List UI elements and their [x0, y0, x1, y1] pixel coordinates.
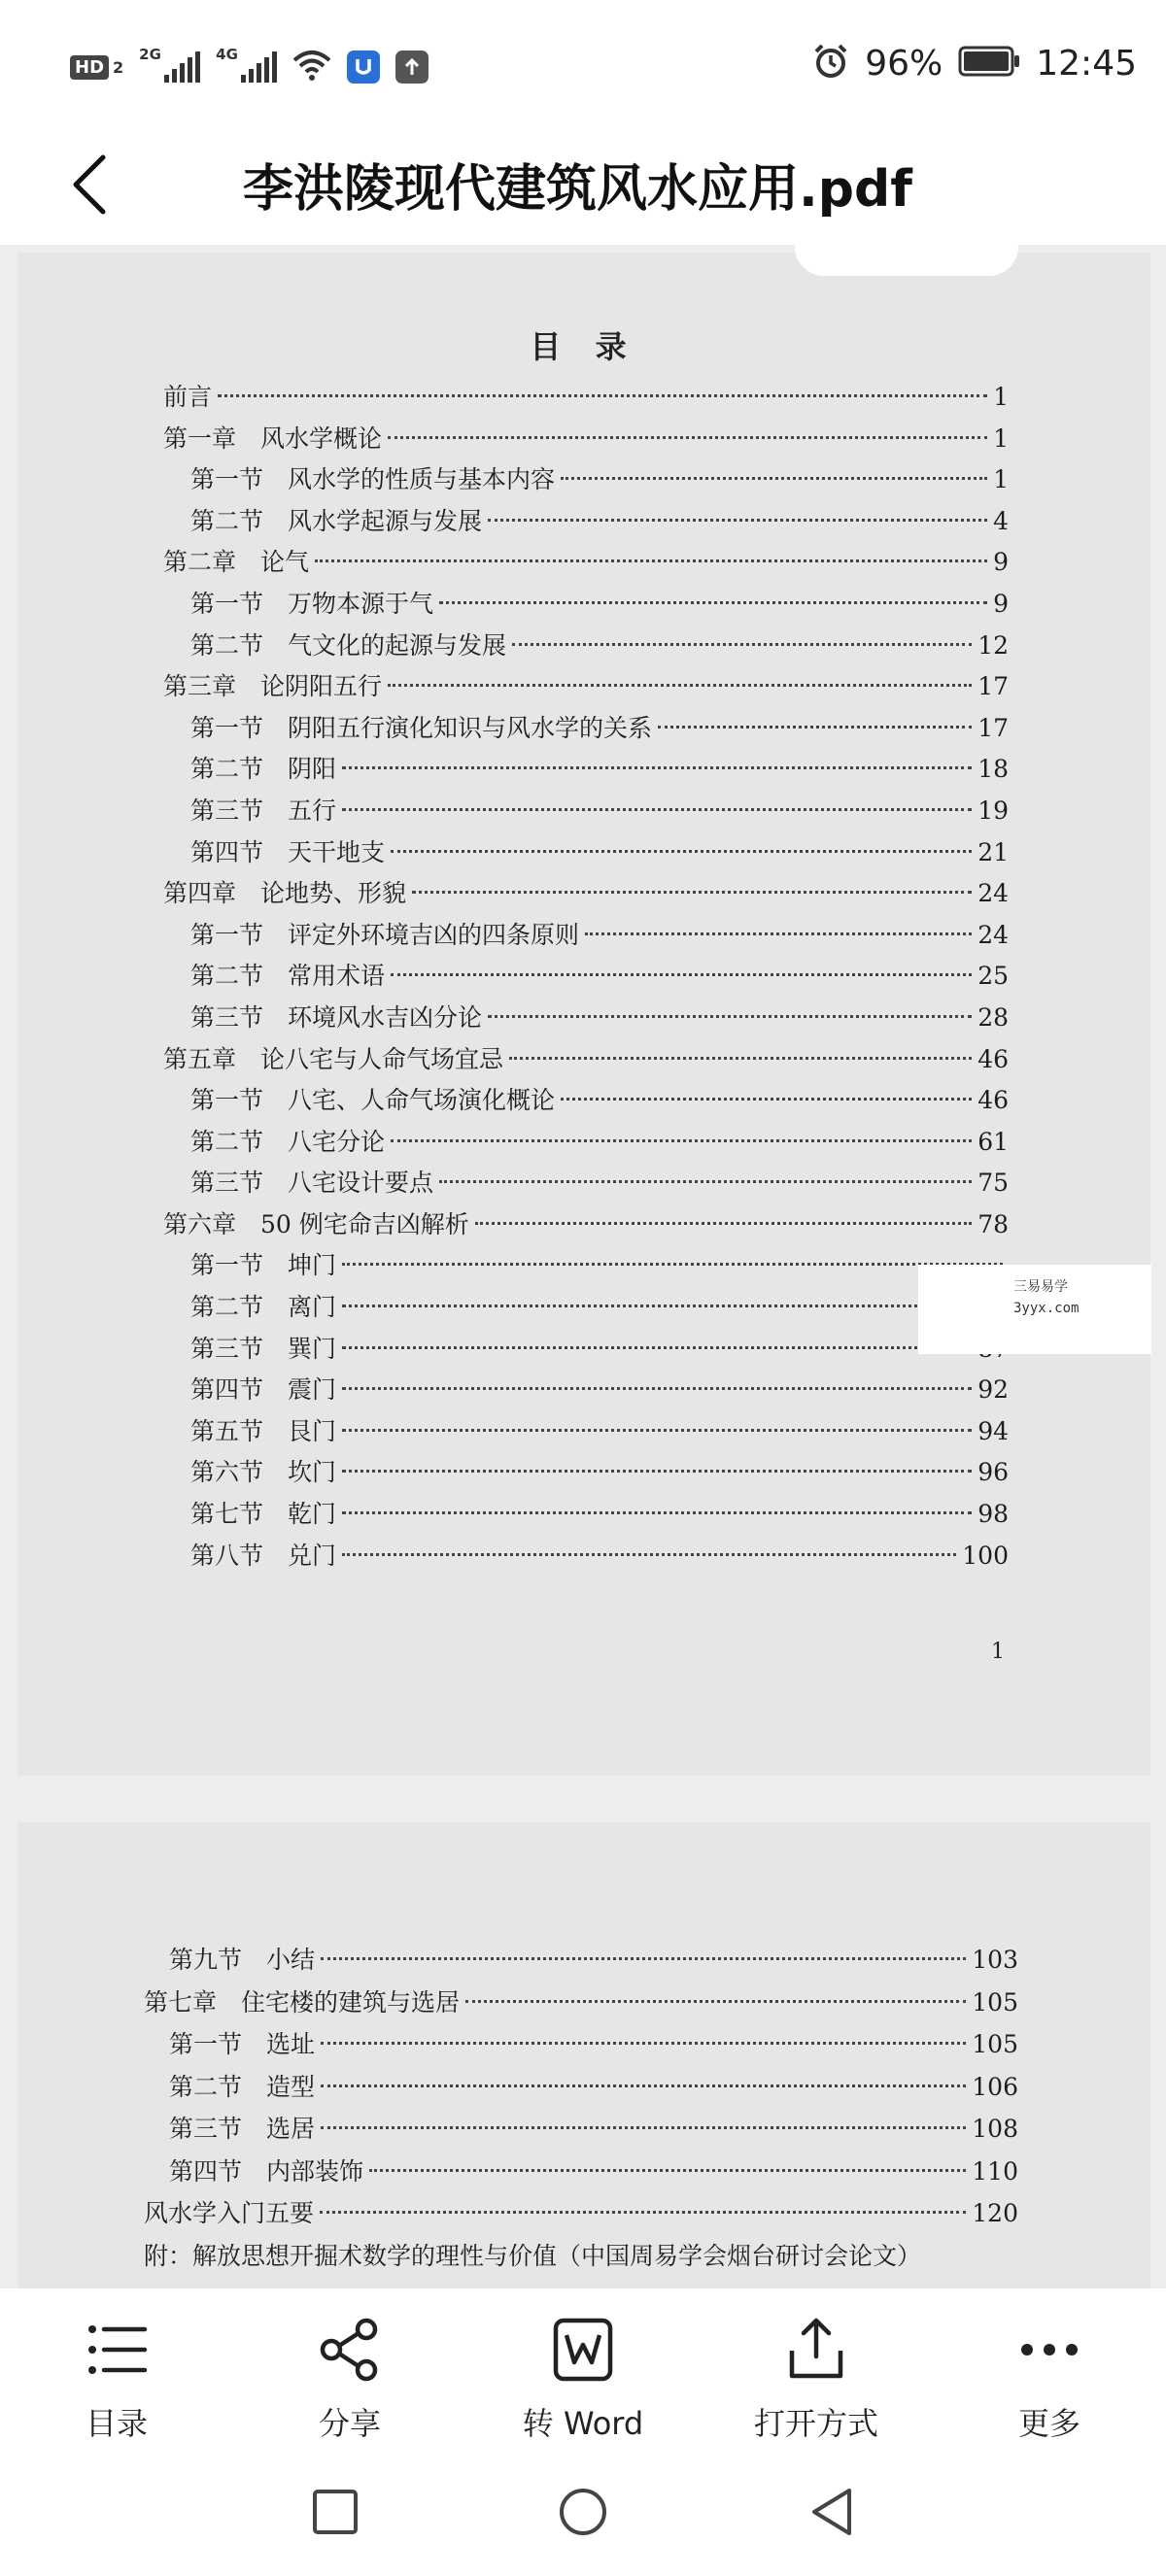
toc-entry[interactable]	[163, 956, 1009, 998]
toc-heading: 目 录	[530, 328, 638, 365]
toc-entry-label: 第二节 气文化的起源与发展	[190, 630, 507, 660]
toc-entry[interactable]	[163, 749, 1009, 791]
toc-entry-label: 第二节 风水学起源与发展	[190, 506, 483, 535]
toc-entry-label: 第二节 造型	[169, 2072, 316, 2101]
toc-entry[interactable]	[144, 2066, 1018, 2109]
pdf-viewer[interactable]	[0, 245, 1166, 2288]
back-button[interactable]	[54, 148, 124, 221]
toc-appendix[interactable]: 附：解放思想开掘术数学的理性与价值（中国周易学会烟台研讨会论文）	[144, 2241, 922, 2270]
app-notification-icon	[347, 51, 380, 84]
page-number: 1	[991, 1640, 1005, 1664]
toc-entry[interactable]	[163, 1452, 1009, 1494]
toc-entry-label: 第四节 天干地支	[190, 837, 386, 866]
circle-icon	[558, 2487, 608, 2537]
toc-entry[interactable]	[163, 1287, 1009, 1329]
toc-entry-page: 105	[972, 2030, 1018, 2058]
toc-entry-page: 21	[977, 837, 1009, 866]
convert-word-label: 转 Word	[522, 2405, 644, 2442]
toc-leader-dots	[342, 808, 972, 811]
toc-entry-page: 75	[977, 1169, 1009, 1198]
alarm-icon	[812, 43, 849, 84]
toc-entry-label: 第四节 震门	[190, 1375, 337, 1405]
toc-entry-label: 第五章 论八宅与人命气场宜忌	[163, 1044, 504, 1073]
toc-entry-page: 12	[977, 630, 1009, 660]
back-arrow-icon	[70, 153, 109, 216]
toc-leader-dots	[465, 2000, 966, 2003]
toc-leader-dots	[439, 601, 987, 604]
toc-entry[interactable]	[163, 832, 1009, 874]
toc-leader-dots	[321, 2042, 966, 2045]
toc-leader-dots	[342, 1553, 956, 1556]
system-nav-bar	[0, 2454, 1166, 2576]
toc-entry-page: 1	[993, 465, 1009, 494]
toc-entry[interactable]	[163, 915, 1009, 957]
pdf-page-2	[17, 1822, 1150, 2288]
toc-entry[interactable]	[163, 501, 1009, 543]
more-button[interactable]	[952, 2316, 1147, 2444]
toc-entry-label: 第一节 坤门	[190, 1251, 337, 1280]
document-title: 李洪陵现代建筑风水应用.pdf	[243, 160, 912, 219]
toc-leader-dots	[561, 1098, 972, 1101]
upload-notification-icon	[395, 51, 429, 84]
site-watermark	[918, 1265, 1151, 1354]
status-icons-left	[70, 46, 429, 85]
open-with-button[interactable]	[719, 2316, 913, 2444]
toc-leader-dots	[488, 519, 987, 522]
status-bar	[0, 0, 1166, 126]
toc-entry-page: 1	[993, 424, 1009, 453]
toc-entry-label: 第一节 评定外环境吉凶的四条原则	[190, 920, 580, 949]
toc-entry-page: 110	[972, 2156, 1018, 2186]
toc-entry-page: 106	[972, 2072, 1018, 2101]
toc-entry[interactable]	[144, 1982, 1018, 2024]
word-icon	[549, 2316, 617, 2384]
toc-leader-dots	[315, 559, 987, 562]
toc-leader-dots	[391, 1139, 972, 1142]
toc-entry-page: 9	[993, 589, 1009, 618]
toc-leader-dots	[388, 684, 972, 687]
toc-entry[interactable]	[163, 1204, 1009, 1246]
toc-entry[interactable]	[144, 2023, 1018, 2066]
toc-leader-dots	[488, 1015, 972, 1018]
toc-entry-label: 第二章 论气	[163, 548, 310, 577]
toc-entry[interactable]	[163, 542, 1009, 584]
toc-entry[interactable]	[163, 459, 1009, 501]
toc-entry-label: 第五节 艮门	[190, 1416, 337, 1445]
toc-leader-dots	[342, 1429, 972, 1432]
toc-entry-page: 28	[977, 1002, 1009, 1032]
toc-leader-dots	[342, 1346, 972, 1349]
toc-entry-label: 第二节 离门	[190, 1293, 337, 1322]
toc-entry[interactable]	[144, 2151, 1018, 2193]
toc-entry-label: 第四节 内部装饰	[169, 2156, 364, 2186]
toc-leader-dots	[391, 973, 972, 976]
share-button-label: 分享	[318, 2405, 381, 2442]
toc-entry-page: 61	[977, 1127, 1009, 1156]
triangle-back-icon	[808, 2487, 855, 2537]
toc-leader-dots	[509, 1057, 972, 1060]
toc-leader-dots	[439, 1180, 972, 1183]
toc-entry-label: 第三节 环境风水吉凶分论	[190, 1002, 483, 1032]
back-nav-button[interactable]	[803, 2483, 861, 2541]
toc-entry[interactable]	[163, 873, 1009, 915]
wifi-icon	[292, 49, 331, 85]
toc-entry-page: 1	[993, 383, 1009, 411]
toc-entry[interactable]	[163, 1536, 1009, 1577]
watermark-line-1: 三易易学	[1013, 1279, 1068, 1295]
open-with-label: 打开方式	[753, 2405, 878, 2442]
toc-entry-label: 前言	[163, 383, 213, 411]
toc-entry-page: 100	[962, 1541, 1009, 1570]
toc-entry[interactable]	[163, 1329, 1009, 1371]
more-icon	[1015, 2316, 1083, 2384]
toc-entry-label: 第二节 八宅分论	[190, 1127, 386, 1156]
recents-button[interactable]	[306, 2483, 364, 2541]
toc-entry-page: 46	[977, 1086, 1009, 1115]
toc-entry-label: 第三章 论阴阳五行	[163, 672, 383, 701]
more-button-label: 更多	[1017, 2405, 1080, 2442]
toc-entry-page: 9	[993, 548, 1009, 577]
toc-leader-dots	[342, 1387, 972, 1390]
toc-leader-dots	[369, 2169, 966, 2172]
home-button[interactable]	[554, 2483, 612, 2541]
toc-entry[interactable]	[163, 377, 1009, 419]
toc-leader-dots	[321, 2126, 966, 2129]
toc-entry[interactable]	[163, 1411, 1009, 1453]
toc-entry-label: 第三节 选居	[169, 2115, 316, 2143]
toc-entry[interactable]	[163, 998, 1009, 1039]
toc-entry-page: 105	[972, 1987, 1018, 2017]
toc-entry-label: 第二节 常用术语	[190, 962, 386, 991]
toc-entry[interactable]	[144, 2108, 1018, 2151]
toc-leader-dots	[218, 394, 987, 397]
toc-entry[interactable]	[144, 1939, 1018, 1982]
toc-leader-dots	[342, 1263, 1003, 1266]
toc-entry-page: 17	[977, 672, 1009, 701]
toc-entry-label: 第六章 50 例宅命吉凶解析	[163, 1209, 469, 1238]
toc-entry-label: 第三节 八宅设计要点	[190, 1169, 434, 1198]
toc-entry-label: 第九节 小结	[169, 1946, 316, 1974]
watermark-line-2: 3yyx.com	[1013, 1301, 1080, 1316]
toc-entry[interactable]	[163, 626, 1009, 667]
toc-entry[interactable]	[163, 1245, 1009, 1287]
toc-entry-label: 第一章 风水学概论	[163, 424, 383, 453]
toc-entry[interactable]	[163, 708, 1009, 750]
list-icon	[83, 2316, 151, 2384]
battery-icon	[958, 46, 1020, 81]
toc-entry-label: 第一节 阴阳五行演化知识与风水学的关系	[190, 713, 653, 742]
toc-entry[interactable]	[163, 1163, 1009, 1204]
toc-list-page-1	[163, 377, 1009, 1576]
toc-entry-page: 94	[977, 1416, 1009, 1445]
toc-entry-page: 18	[977, 755, 1009, 784]
hd-voice-icon	[70, 55, 123, 80]
status-icons-right	[812, 43, 1137, 84]
toc-list-page-2	[144, 1939, 1018, 2277]
toc-leader-dots	[342, 766, 972, 769]
toc-leader-dots	[320, 2211, 966, 2214]
toc-leader-dots	[342, 1305, 972, 1307]
toc-entry-label: 第一节 万物本源于气	[190, 589, 434, 618]
toc-entry-page: 46	[977, 1044, 1009, 1073]
signal-2g-label: 2G	[139, 46, 161, 63]
toc-entry-page: 25	[977, 962, 1009, 991]
toc-entry-label: 第六节 坎门	[190, 1458, 337, 1487]
toc-leader-dots	[512, 643, 972, 646]
bottom-toolbar	[0, 2288, 1166, 2454]
toc-entry-page: 108	[972, 2115, 1018, 2143]
clock: 12:45	[1036, 43, 1137, 84]
toc-entry-label: 第一节 八宅、人命气场演化概论	[190, 1086, 556, 1115]
toc-entry-page: 96	[977, 1458, 1009, 1487]
toc-button-label: 目录	[85, 2405, 148, 2442]
toc-entry[interactable]	[163, 419, 1009, 460]
toc-entry-page: 103	[972, 1946, 1018, 1974]
toc-entry-label: 第七节 乾门	[190, 1500, 337, 1529]
toc-entry[interactable]	[163, 1370, 1009, 1411]
toc-entry-page: 78	[977, 1209, 1009, 1238]
toc-entry-label: 风水学入门五要	[144, 2199, 315, 2227]
convert-word-button[interactable]	[486, 2316, 680, 2444]
toc-entry[interactable]	[163, 791, 1009, 832]
toc-entry-page: 98	[977, 1500, 1009, 1529]
toc-entry[interactable]	[163, 1494, 1009, 1536]
toc-entry-page: 19	[977, 796, 1009, 825]
open-with-icon	[782, 2316, 850, 2384]
toc-entry-page: 92	[977, 1375, 1009, 1405]
hd-sub: 2	[113, 57, 124, 77]
toc-leader-dots	[561, 477, 987, 480]
toc-leader-dots	[321, 2085, 966, 2087]
hd-label: HD	[70, 55, 109, 80]
toc-entry[interactable]	[163, 1039, 1009, 1081]
toc-entry-label: 第一节 风水学的性质与基本内容	[190, 465, 556, 494]
toc-entry-page: 24	[977, 920, 1009, 949]
toc-entry-label: 第八节 兑门	[190, 1541, 337, 1570]
share-icon	[316, 2316, 384, 2384]
toc-entry-label: 第三节 巽门	[190, 1334, 337, 1363]
toc-entry-label: 第三节 五行	[190, 796, 337, 825]
toc-leader-dots	[658, 726, 972, 729]
toc-leader-dots	[342, 1470, 972, 1473]
toc-entry[interactable]	[163, 584, 1009, 626]
toc-leader-dots	[475, 1222, 972, 1225]
toc-button[interactable]	[19, 2316, 214, 2444]
toc-entry-label: 第二节 阴阳	[190, 755, 337, 784]
title-bar	[0, 126, 1166, 245]
toc-entry-label: 第一节 选址	[169, 2030, 316, 2058]
signal-4g-label: 4G	[216, 46, 238, 63]
toc-leader-dots	[388, 436, 987, 439]
battery-percent: 96%	[865, 43, 943, 84]
toc-entry[interactable]	[163, 1080, 1009, 1122]
signal-4g-icon	[216, 46, 277, 83]
toc-entry[interactable]	[144, 2192, 1018, 2235]
square-icon	[312, 2489, 359, 2535]
toc-entry-page: 4	[993, 506, 1009, 535]
toc-entry-label: 第七章 住宅楼的建筑与选居	[144, 1987, 461, 2017]
toc-entry-page: 17	[977, 713, 1009, 742]
toc-leader-dots	[412, 891, 972, 894]
toc-leader-dots	[321, 1957, 966, 1960]
share-button[interactable]	[253, 2316, 447, 2444]
signal-2g-icon	[139, 46, 200, 83]
toc-leader-dots	[391, 850, 972, 853]
toc-leader-dots	[585, 932, 972, 935]
toc-entry[interactable]	[163, 666, 1009, 708]
toc-entry-page: 120	[972, 2199, 1018, 2227]
toc-leader-dots	[342, 1511, 972, 1514]
pdf-page-1	[17, 253, 1150, 1776]
page-scroll-tab	[795, 245, 1018, 276]
toc-entry[interactable]	[163, 1122, 1009, 1164]
toc-entry-label: 第四章 论地势、形貌	[163, 879, 407, 908]
toc-entry-page: 24	[977, 879, 1009, 908]
